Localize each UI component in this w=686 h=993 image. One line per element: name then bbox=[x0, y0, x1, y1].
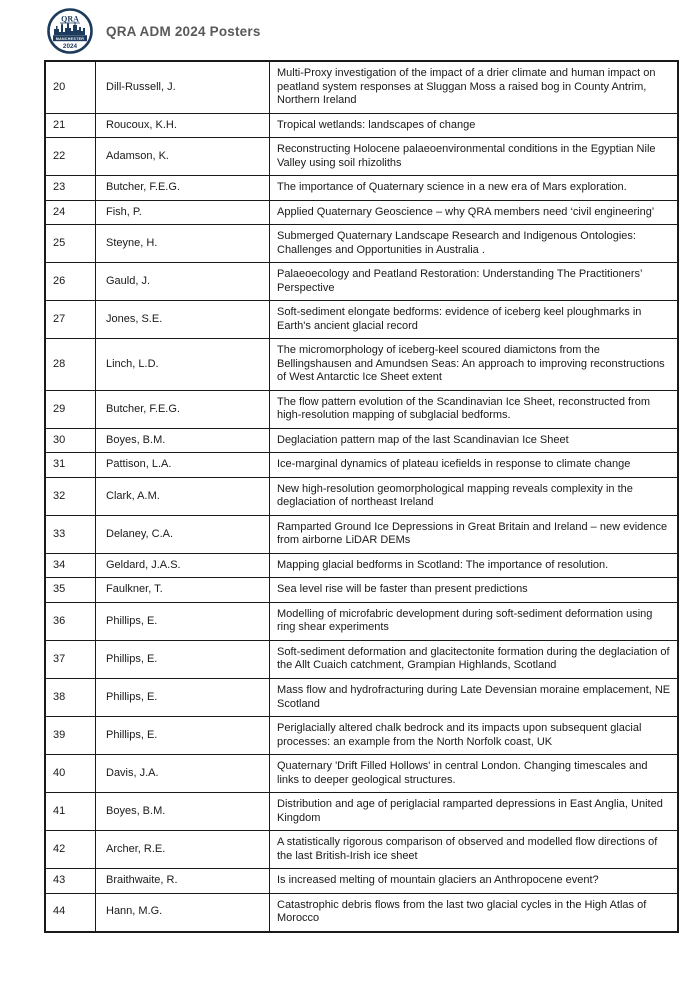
poster-title-cell: Catastrophic debris flows from the last two glacial cycles in the High Atlas of Morocco bbox=[270, 893, 679, 932]
author-cell: Fish, P. bbox=[96, 200, 270, 225]
table-row bbox=[45, 640, 678, 678]
table-row bbox=[45, 200, 678, 225]
table-row bbox=[45, 717, 678, 755]
row-number-cell: 41 bbox=[45, 793, 96, 831]
poster-title-cell: Sea level rise will be faster than present predictions bbox=[270, 578, 679, 603]
row-number-cell: 25 bbox=[45, 225, 96, 263]
table-row bbox=[45, 602, 678, 640]
poster-title-cell: Submerged Quaternary Landscape Research and Indigenous Ontologies: Challenges and Opportunities in Australia . bbox=[270, 225, 679, 263]
author-cell: Linch, L.D. bbox=[96, 339, 270, 391]
row-number-cell: 36 bbox=[45, 602, 96, 640]
author-cell: Butcher, F.E.G. bbox=[96, 176, 270, 201]
poster-title-cell: Modelling of microfabric development during soft-sediment deformation using ring shear experiments bbox=[270, 602, 679, 640]
author-cell: Roucoux, K.H. bbox=[96, 113, 270, 138]
row-number-cell: 22 bbox=[45, 138, 96, 176]
poster-title-cell: Soft-sediment elongate bedforms: evidence of iceberg keel ploughmarks in Earth's ancient glacial record bbox=[270, 301, 679, 339]
poster-title-cell: A statistically rigorous comparison of observed and modelled flow directions of the last British-Irish ice sheet bbox=[270, 831, 679, 869]
author-cell: Geldard, J.A.S. bbox=[96, 553, 270, 578]
author-cell: Pattison, L.A. bbox=[96, 453, 270, 478]
poster-title-cell: Mapping glacial bedforms in Scotland: The importance of resolution. bbox=[270, 553, 679, 578]
table-row bbox=[45, 263, 678, 301]
row-number-cell: 31 bbox=[45, 453, 96, 478]
row-number-cell: 29 bbox=[45, 390, 96, 428]
row-number-cell: 37 bbox=[45, 640, 96, 678]
row-number-cell: 34 bbox=[45, 553, 96, 578]
poster-title-cell: Tropical wetlands: landscapes of change bbox=[270, 113, 679, 138]
poster-title-cell: Ramparted Ground Ice Depressions in Great Britain and Ireland – new evidence from airborne LiDAR DEMs bbox=[270, 515, 679, 553]
row-number-cell: 32 bbox=[45, 477, 96, 515]
row-number-cell: 33 bbox=[45, 515, 96, 553]
author-cell: Phillips, E. bbox=[96, 640, 270, 678]
table-row bbox=[45, 453, 678, 478]
table-row bbox=[45, 515, 678, 553]
row-number-cell: 24 bbox=[45, 200, 96, 225]
author-cell: Dill-Russell, J. bbox=[96, 61, 270, 113]
poster-title-cell: Deglaciation pattern map of the last Scandinavian Ice Sheet bbox=[270, 428, 679, 453]
author-cell: Hann, M.G. bbox=[96, 893, 270, 932]
row-number-cell: 42 bbox=[45, 831, 96, 869]
poster-title-cell: Periglacially altered chalk bedrock and its impacts upon subsequent glacial processes: an example from the North Norfolk coast, UK bbox=[270, 717, 679, 755]
row-number-cell: 20 bbox=[45, 61, 96, 113]
table-row bbox=[45, 553, 678, 578]
logo-manchester-text: MANCHESTER bbox=[55, 36, 85, 41]
author-cell: Boyes, B.M. bbox=[96, 428, 270, 453]
poster-title-cell: Applied Quaternary Geoscience – why QRA members need ‘civil engineering’ bbox=[270, 200, 679, 225]
table-row bbox=[45, 61, 678, 113]
table-row bbox=[45, 793, 678, 831]
poster-title-cell: Quaternary 'Drift Filled Hollows' in central London. Changing timescales and links to deeper geological structures. bbox=[270, 755, 679, 793]
posters-table bbox=[44, 60, 679, 933]
poster-title-cell: The micromorphology of iceberg-keel scoured diamictons from the Bellingshausen and Amundsen Seas: An approach to improving reconstructions of West Antarctic Ice Sheet extent bbox=[270, 339, 679, 391]
table-row bbox=[45, 678, 678, 716]
poster-title-cell: Is increased melting of mountain glaciers an Anthropocene event? bbox=[270, 869, 679, 894]
table-row bbox=[45, 428, 678, 453]
posters-table-body bbox=[45, 61, 678, 932]
author-cell: Jones, S.E. bbox=[96, 301, 270, 339]
author-cell: Archer, R.E. bbox=[96, 831, 270, 869]
row-number-cell: 26 bbox=[45, 263, 96, 301]
author-cell: Phillips, E. bbox=[96, 717, 270, 755]
author-cell: Delaney, C.A. bbox=[96, 515, 270, 553]
row-number-cell: 43 bbox=[45, 869, 96, 894]
table-row bbox=[45, 176, 678, 201]
author-cell: Gauld, J. bbox=[96, 263, 270, 301]
table-row bbox=[45, 755, 678, 793]
logo-qra-text: QRA bbox=[61, 14, 79, 24]
poster-title-cell: Mass flow and hydrofracturing during Late Devensian moraine emplacement, NE Scotland bbox=[270, 678, 679, 716]
author-cell: Clark, A.M. bbox=[96, 477, 270, 515]
author-cell: Faulkner, T. bbox=[96, 578, 270, 603]
row-number-cell: 23 bbox=[45, 176, 96, 201]
table-row bbox=[45, 869, 678, 894]
row-number-cell: 38 bbox=[45, 678, 96, 716]
author-cell: Butcher, F.E.G. bbox=[96, 390, 270, 428]
poster-title-cell: Soft-sediment deformation and glacitectonite formation during the deglaciation of the Allt Cuaich catchment, Grampian Highlands, Scotland bbox=[270, 640, 679, 678]
poster-title-cell: Ice-marginal dynamics of plateau icefields in response to climate change bbox=[270, 453, 679, 478]
table-row bbox=[45, 225, 678, 263]
logo-year-text: 2024 bbox=[62, 43, 78, 50]
author-cell: Steyne, H. bbox=[96, 225, 270, 263]
poster-title-cell: The flow pattern evolution of the Scandinavian Ice Sheet, reconstructed from high-resolution mapping of subglacial bedforms. bbox=[270, 390, 679, 428]
poster-title-cell: Reconstructing Holocene palaeoenvironmental conditions in the Egyptian Nile Valley using soil rhizoliths bbox=[270, 138, 679, 176]
row-number-cell: 27 bbox=[45, 301, 96, 339]
poster-title-cell: Palaeoecology and Peatland Restoration: Understanding The Practitioners’ Perspective bbox=[270, 263, 679, 301]
author-cell: Adamson, K. bbox=[96, 138, 270, 176]
table-row bbox=[45, 301, 678, 339]
author-cell: Braithwaite, R. bbox=[96, 869, 270, 894]
row-number-cell: 44 bbox=[45, 893, 96, 932]
table-row bbox=[45, 138, 678, 176]
author-cell: Boyes, B.M. bbox=[96, 793, 270, 831]
author-cell: Phillips, E. bbox=[96, 602, 270, 640]
table-row bbox=[45, 390, 678, 428]
table-row bbox=[45, 831, 678, 869]
row-number-cell: 21 bbox=[45, 113, 96, 138]
table-row bbox=[45, 578, 678, 603]
poster-title-cell: New high-resolution geomorphological mapping reveals complexity in the deglaciation of northeast Ireland bbox=[270, 477, 679, 515]
qra-manchester-2024-logo-icon bbox=[47, 8, 93, 54]
row-number-cell: 28 bbox=[45, 339, 96, 391]
row-number-cell: 30 bbox=[45, 428, 96, 453]
table-row bbox=[45, 339, 678, 391]
row-number-cell: 40 bbox=[45, 755, 96, 793]
poster-title-cell: Distribution and age of periglacial ramparted depressions in East Anglia, United Kingdom bbox=[270, 793, 679, 831]
row-number-cell: 35 bbox=[45, 578, 96, 603]
table-row bbox=[45, 893, 678, 932]
page-header bbox=[47, 8, 261, 54]
poster-title-cell: Multi-Proxy investigation of the impact of a drier climate and human impact on peatland system responses at Sluggan Moss a raised bog in County Antrim, Northern Ireland bbox=[270, 61, 679, 113]
table-row bbox=[45, 477, 678, 515]
page-title: QRA ADM 2024 Posters bbox=[106, 23, 261, 39]
poster-title-cell: The importance of Quaternary science in a new era of Mars exploration. bbox=[270, 176, 679, 201]
row-number-cell: 39 bbox=[45, 717, 96, 755]
author-cell: Phillips, E. bbox=[96, 678, 270, 716]
table-row bbox=[45, 113, 678, 138]
author-cell: Davis, J.A. bbox=[96, 755, 270, 793]
